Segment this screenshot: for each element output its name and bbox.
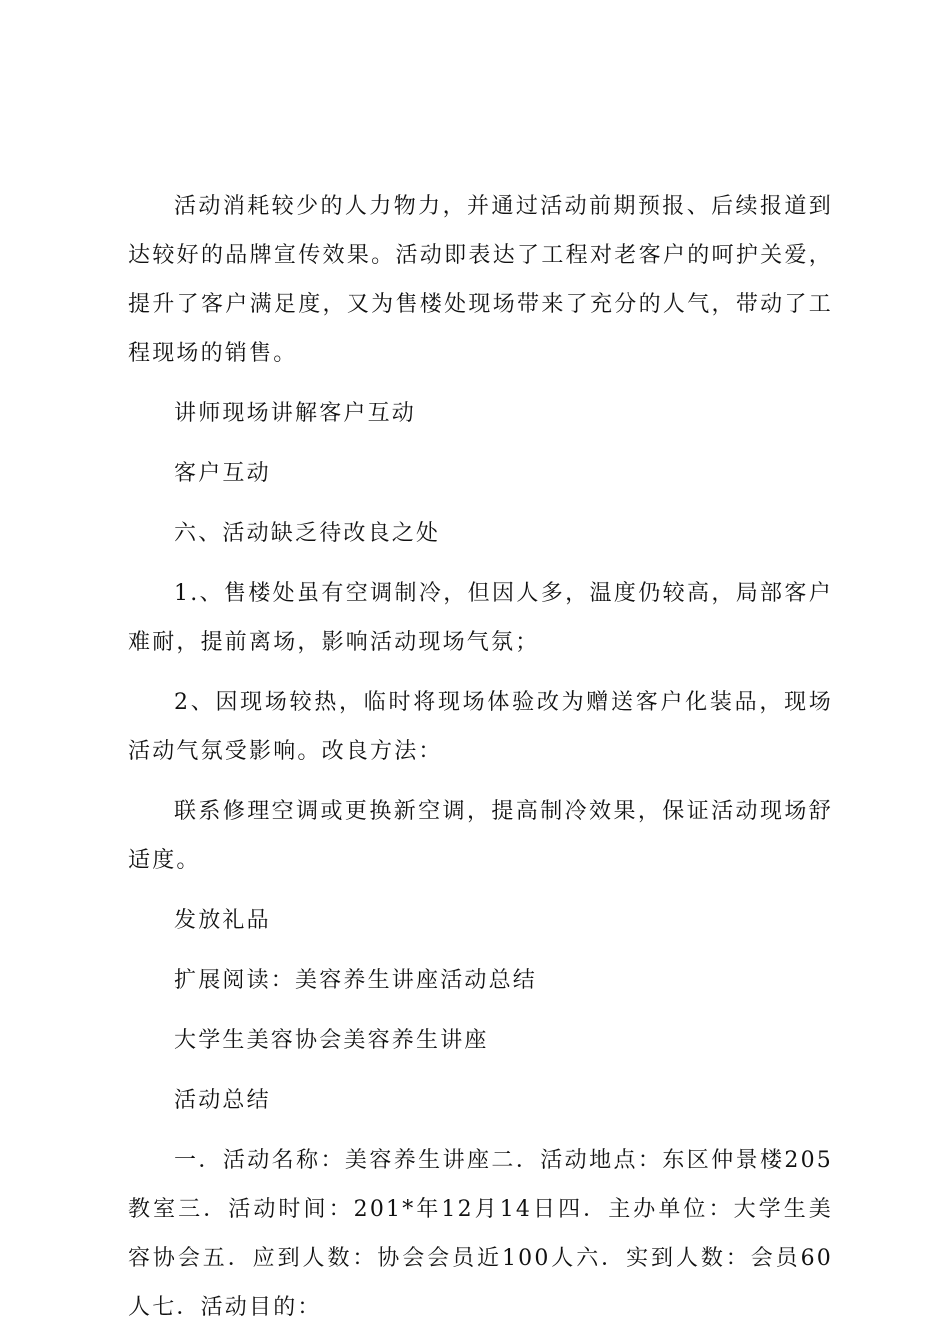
paragraph-activity-summary-heading: 活动总结 — [174, 1088, 271, 1113]
section-heading-improvements: 六、活动缺乏待改良之处 — [174, 521, 441, 546]
paragraph-lecturer-interaction: 讲师现场讲解客户互动 — [174, 401, 417, 426]
paragraph-extended-reading: 扩展阅读：美容养生讲座活动总结 — [174, 968, 538, 993]
document-body — [128, 182, 833, 1332]
paragraph-gift-distribution: 发放礼品 — [174, 908, 271, 933]
paragraph-improvement-1: 1.、售楼处虽有空调制冷，但因人多，温度仍较高，局部客户难耐，提前离场，影响活动现场气氛； — [128, 581, 833, 655]
paragraph-lecture-title: 大学生美容协会美容养生讲座 — [174, 1028, 489, 1053]
paragraph-activity-details: 一．活动名称：美容养生讲座二．活动地点：东区仲景楼205教室三．活动时间：201*年12月14日四．主办单位：大学生美容协会五．应到人数：协会会员近100人六．实到人数：会员60人七．活动目的： — [128, 1148, 833, 1320]
paragraph-customer-interaction: 客户互动 — [174, 461, 271, 486]
paragraph-activity-summary: 活动消耗较少的人力物力，并通过活动前期预报、后续报道到达较好的品牌宣传效果。活动即表达了工程对老客户的呵护关爱，提升了客户满足度，又为售楼处现场带来了充分的人气，带动了工程现场的销售。 — [128, 194, 833, 366]
paragraph-improvement-2: 2、因现场较热，临时将现场体验改为赠送客户化装品，现场活动气氛受影响。改良方法： — [128, 690, 833, 764]
paragraph-improvement-method: 联系修理空调或更换新空调，提高制冷效果，保证活动现场舒适度。 — [128, 799, 833, 873]
